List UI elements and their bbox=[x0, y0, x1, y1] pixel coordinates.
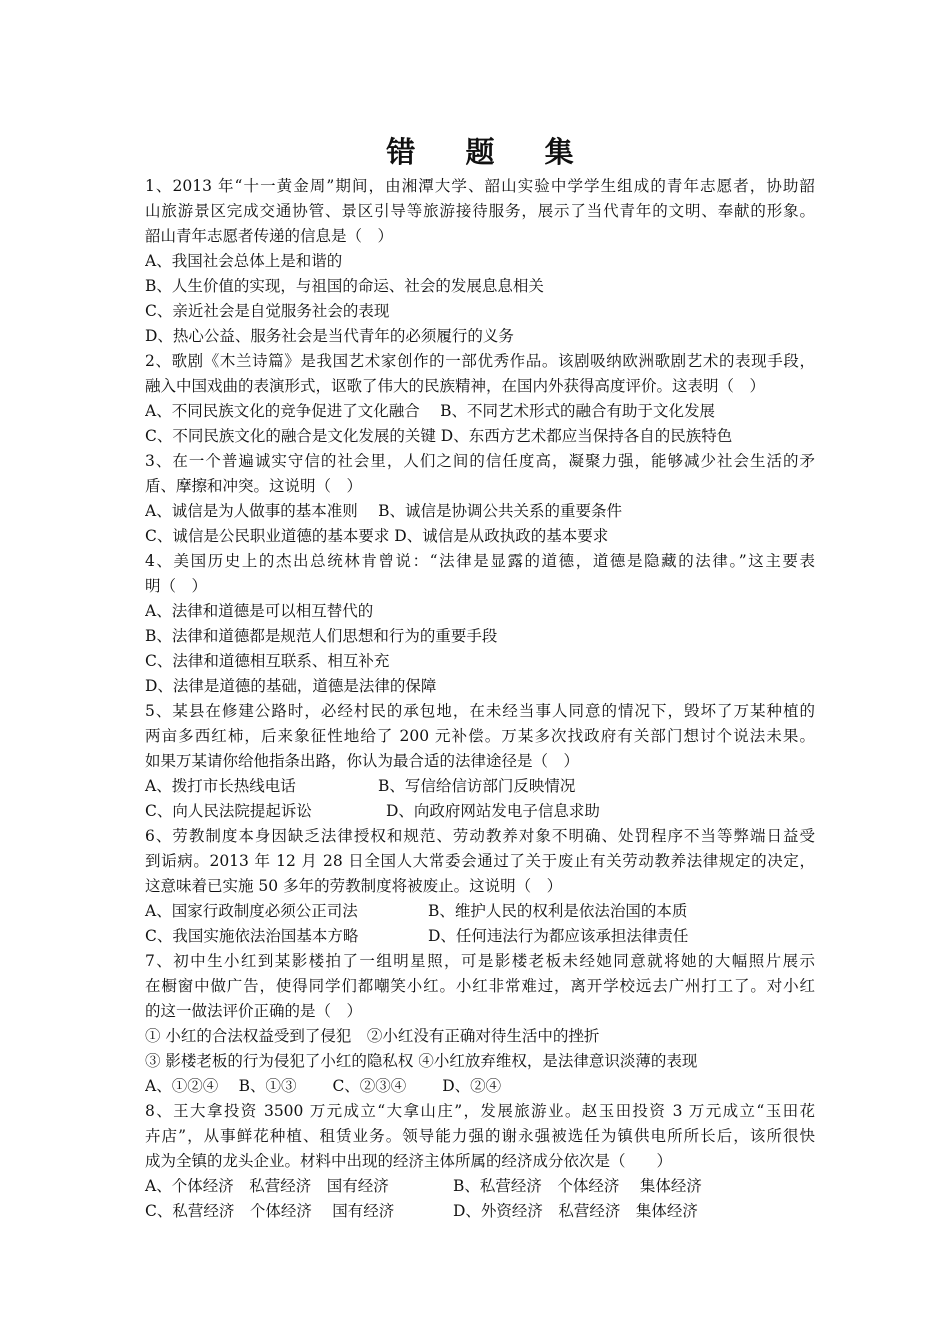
question-4 bbox=[145, 549, 815, 699]
question-stem-line: 6、劳教制度本身因缺乏法律授权和规范、劳动教养对象不明确、处罚程序不当等弊端日益受 bbox=[145, 827, 815, 845]
question-stem-line: 如果万某请你给他指条出路，你认为最合适的法律途径是（ ） bbox=[145, 752, 580, 770]
option-a: A、个体经济 私营经济 国有经济 bbox=[145, 1177, 389, 1195]
option-c: C、向人民法院提起诉讼 bbox=[145, 802, 312, 820]
option-c: C、我国实施依法治国基本方略 bbox=[145, 927, 359, 945]
question-stem-line: 山旅游景区完成交通协管、景区引导等旅游接待服务，展示了当代青年的文明、奉献的形象。 bbox=[145, 202, 815, 220]
document-page bbox=[145, 130, 815, 1224]
question-1 bbox=[145, 174, 815, 349]
option-row-ab: A、诚信是为人做事的基本准则 B、诚信是协调公共关系的重要条件 bbox=[145, 502, 623, 520]
option-row-ab bbox=[145, 774, 815, 799]
option-a: A、拨打市长热线电话 bbox=[145, 777, 296, 795]
question-stem-line: 卉店”，从事鲜花种植、租赁业务。领导能力强的谢永强被选任为镇供电所所长后，该所很快 bbox=[145, 1127, 815, 1145]
option-c: C、私营经济 个体经济 国有经济 bbox=[145, 1202, 395, 1220]
option-d: D、热心公益、服务社会是当代青年的必须履行的义务 bbox=[145, 327, 514, 345]
option-row-cd: C、不同民族文化的融合是文化发展的关键 D、东西方艺术都应当保持各自的民族特色 bbox=[145, 427, 733, 445]
option-a: A、法律和道德是可以相互替代的 bbox=[145, 602, 374, 620]
option-c: C、亲近社会是自觉服务社会的表现 bbox=[145, 302, 390, 320]
question-stem-line: 明（ ） bbox=[145, 577, 208, 595]
question-6 bbox=[145, 824, 815, 949]
question-stem-line: 的这一做法评价正确的是（ ） bbox=[145, 1002, 363, 1020]
question-stem-line: 到诟病。2013 年 12 月 28 日全国人大常委会通过了关于废止有关劳动教养法律规定的决定， bbox=[145, 852, 815, 870]
question-stem-line: 在橱窗中做广告，使得同学们都嘲笑小红。小红非常难过，离开学校远去广州打工了。对小红 bbox=[145, 977, 815, 995]
option-row-cd bbox=[145, 1199, 815, 1224]
option-row-ab: A、不同民族文化的竞争促进了文化融合 B、不同艺术形式的融合有助于文化发展 bbox=[145, 402, 716, 420]
statement-row-12: ① 小红的合法权益受到了侵犯 ②小红没有正确对待生活中的挫折 bbox=[145, 1027, 600, 1045]
option-a: A、国家行政制度必须公正司法 bbox=[145, 902, 358, 920]
option-c: C、法律和道德相互联系、相互补充 bbox=[145, 652, 390, 670]
statement-row-34: ③ 影楼老板的行为侵犯了小红的隐私权 ④小红放弃维权，是法律意识淡薄的表现 bbox=[145, 1052, 698, 1070]
question-stem-line: 5、某县在修建公路时，必经村民的承包地，在未经当事人同意的情况下，毁坏了万某种植的 bbox=[145, 702, 815, 720]
question-stem-line: 韶山青年志愿者传递的信息是（ ） bbox=[145, 227, 394, 245]
question-stem-line: 两亩多西红柿，后来象征性地给了 200 元补偿。万某多次找政府有关部门想讨个说法未果。 bbox=[145, 727, 815, 745]
option-d: D、向政府网站发电子信息求助 bbox=[386, 802, 600, 820]
question-7 bbox=[145, 949, 815, 1099]
question-stem-line: 1、2013 年“十一黄金周”期间，由湘潭大学、韶山实验中学学生组成的青年志愿者，协助韶 bbox=[145, 177, 815, 195]
question-stem-line: 4、美国历史上的杰出总统林肯曾说：“法律是显露的道德，道德是隐藏的法律。”这主要表 bbox=[145, 552, 815, 570]
option-b: B、写信给信访部门反映情况 bbox=[378, 777, 576, 795]
question-2 bbox=[145, 349, 815, 449]
option-d: D、法律是道德的基础，道德是法律的保障 bbox=[145, 677, 437, 695]
option-row-ab bbox=[145, 1174, 815, 1199]
question-3 bbox=[145, 449, 815, 549]
option-row-cd: C、诚信是公民职业道德的基本要求 D、诚信是从政执政的基本要求 bbox=[145, 527, 609, 545]
option-d: D、外资经济 私营经济 集体经济 bbox=[453, 1202, 698, 1220]
question-8 bbox=[145, 1099, 815, 1224]
question-stem-line: 这意味着已实施 50 多年的劳教制度将被废止。这说明（ ） bbox=[145, 877, 563, 895]
option-row-ab bbox=[145, 899, 815, 924]
option-row-cd bbox=[145, 924, 815, 949]
question-stem-line: 融入中国戏曲的表演形式，讴歌了伟大的民族精神，在国内外获得高度评价。这表明（ ） bbox=[145, 377, 766, 395]
question-stem-line: 2、歌剧《木兰诗篇》是我国艺术家创作的一部优秀作品。该剧吸纳欧洲歌剧艺术的表现手段， bbox=[145, 352, 815, 370]
option-b: B、私营经济 个体经济 集体经济 bbox=[453, 1177, 702, 1195]
question-stem-line: 成为全镇的龙头企业。材料中出现的经济主体所属的经济成分依次是（ ） bbox=[145, 1152, 673, 1170]
page-title: 错 题 集 bbox=[386, 135, 594, 169]
option-d: D、任何违法行为都应该承担法律责任 bbox=[428, 927, 689, 945]
answer-options-row: A、①②④ B、①③ C、②③④ D、②④ bbox=[145, 1077, 502, 1095]
question-5 bbox=[145, 699, 815, 824]
option-b: B、法律和道德都是规范人们思想和行为的重要手段 bbox=[145, 627, 498, 645]
question-stem-line: 3、在一个普遍诚实守信的社会里，人们之间的信任度高，凝聚力强，能够减少社会生活的矛 bbox=[145, 452, 815, 470]
option-b: B、维护人民的权利是依法治国的本质 bbox=[428, 902, 688, 920]
question-stem-line: 7、初中生小红到某影楼拍了一组明星照，可是影楼老板未经她同意就将她的大幅照片展示 bbox=[145, 952, 815, 970]
option-a: A、我国社会总体上是和谐的 bbox=[145, 252, 343, 270]
question-stem-line: 盾、摩擦和冲突。这说明（ ） bbox=[145, 477, 363, 495]
option-b: B、人生价值的实现，与祖国的命运、社会的发展息息相关 bbox=[145, 277, 544, 295]
option-row-cd bbox=[145, 799, 815, 824]
question-stem-line: 8、王大拿投资 3500 万元成立“大拿山庄”，发展旅游业。赵玉田投资 3 万元成立“玉田花 bbox=[145, 1102, 815, 1120]
